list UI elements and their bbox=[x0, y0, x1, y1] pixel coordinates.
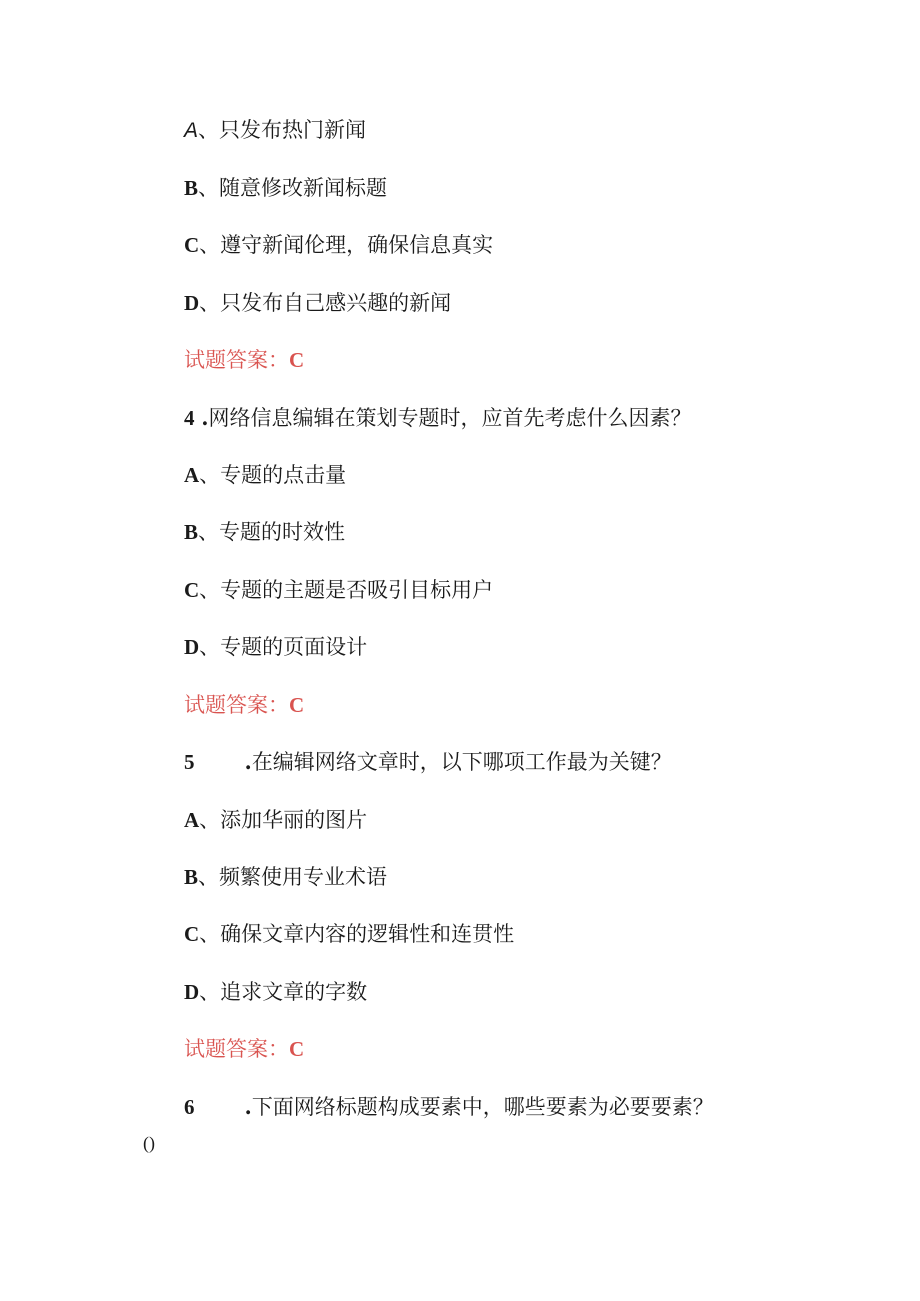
q5-question bbox=[184, 747, 672, 777]
q4-option-d bbox=[184, 632, 367, 662]
answer-value: C bbox=[289, 348, 305, 372]
question-dot: . bbox=[244, 749, 252, 774]
question-text: 下面网络标题构成要素中，哪些要素为必要要素？ bbox=[251, 1095, 714, 1119]
q4-answer bbox=[184, 690, 304, 720]
option-letter: B bbox=[184, 176, 199, 200]
option-text: 追求文章的字数 bbox=[220, 980, 368, 1004]
option-separator: 、 bbox=[198, 865, 220, 889]
option-text: 频繁使用专业术语 bbox=[219, 865, 388, 889]
answer-value: C bbox=[289, 693, 305, 717]
q5-option-d bbox=[184, 977, 367, 1007]
q4-option-c bbox=[184, 575, 493, 605]
option-text: 专题的主题是否吸引目标用户 bbox=[220, 578, 494, 602]
option-separator: 、 bbox=[199, 922, 221, 946]
question-number: 5 bbox=[184, 750, 195, 774]
option-separator: 、 bbox=[198, 118, 220, 142]
q6-question bbox=[184, 1092, 714, 1122]
option-separator: 、 bbox=[198, 176, 220, 200]
option-letter: A bbox=[184, 808, 200, 832]
q3-option-d bbox=[184, 288, 451, 318]
option-letter: A bbox=[184, 119, 199, 142]
answer-label: 试题答案： bbox=[184, 348, 289, 372]
q3-option-c bbox=[184, 230, 493, 260]
option-text: 确保文章内容的逻辑性和连贯性 bbox=[220, 922, 515, 946]
option-text: 添加华丽的图片 bbox=[220, 808, 368, 832]
q5-option-a bbox=[184, 805, 367, 835]
option-separator: 、 bbox=[199, 635, 221, 659]
option-letter: C bbox=[184, 578, 200, 602]
option-text: 只发布热门新闻 bbox=[219, 118, 367, 142]
q4-option-a bbox=[184, 460, 346, 490]
option-separator: 、 bbox=[199, 463, 221, 487]
option-text: 只发布自己感兴趣的新闻 bbox=[220, 291, 452, 315]
answer-label: 试题答案： bbox=[184, 1037, 289, 1061]
answer-blank-parentheses: () bbox=[143, 1133, 155, 1153]
option-letter: D bbox=[184, 635, 200, 659]
q5-answer bbox=[184, 1034, 304, 1064]
option-text: 遵守新闻伦理，确保信息真实 bbox=[220, 233, 494, 257]
q4-option-b bbox=[184, 517, 345, 547]
question-text: 在编辑网络文章时，以下哪项工作最为关键？ bbox=[251, 750, 672, 774]
answer-value: C bbox=[289, 1037, 305, 1061]
question-number: 6 bbox=[184, 1095, 195, 1119]
option-text: 专题的时效性 bbox=[219, 520, 346, 544]
question-text: 网络信息编辑在策划专题时，应首先考虑什么因素？ bbox=[208, 406, 692, 430]
option-letter: C bbox=[184, 922, 200, 946]
option-text: 专题的页面设计 bbox=[220, 635, 368, 659]
option-letter: B bbox=[184, 520, 199, 544]
q4-question bbox=[184, 403, 692, 433]
q3-option-b bbox=[184, 173, 387, 203]
option-letter: D bbox=[184, 980, 200, 1004]
q5-option-b bbox=[184, 862, 387, 892]
option-letter: B bbox=[184, 865, 199, 889]
question-dot: . bbox=[201, 405, 209, 430]
option-separator: 、 bbox=[199, 233, 221, 257]
q5-option-c bbox=[184, 919, 514, 949]
question-dot: . bbox=[244, 1094, 252, 1119]
q3-answer bbox=[184, 345, 304, 375]
option-letter: A bbox=[184, 463, 200, 487]
option-separator: 、 bbox=[198, 520, 220, 544]
answer-label: 试题答案： bbox=[184, 693, 289, 717]
option-separator: 、 bbox=[199, 980, 221, 1004]
option-text: 随意修改新闻标题 bbox=[219, 176, 388, 200]
option-separator: 、 bbox=[199, 291, 221, 315]
option-text: 专题的点击量 bbox=[220, 463, 347, 487]
question-number: 4 bbox=[184, 406, 195, 430]
option-separator: 、 bbox=[199, 808, 221, 832]
option-letter: D bbox=[184, 291, 200, 315]
option-letter: C bbox=[184, 233, 200, 257]
option-separator: 、 bbox=[199, 578, 221, 602]
q3-option-a bbox=[184, 115, 366, 146]
